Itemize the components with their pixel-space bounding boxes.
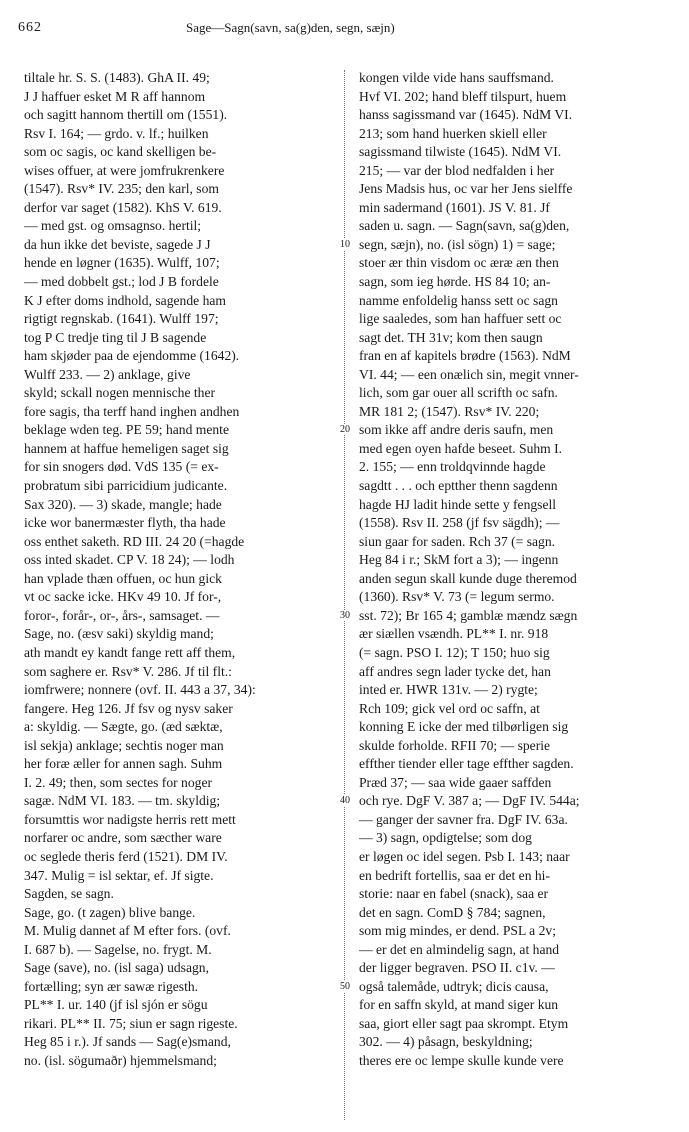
line-number-marker: 20: [340, 424, 350, 436]
line-number-marker: 50: [340, 980, 350, 992]
right-column-line: det en sagn. ComD § 784; sagnen,: [359, 904, 546, 920]
left-column-line: Wulff 233. — 2) anklage, give: [24, 366, 191, 382]
left-column-line: vt oc sacke icke. HKv 49 10. Jf for-,: [24, 589, 222, 605]
right-column-line: saa, giort eller sagt paa skrompt. Etym: [359, 1015, 569, 1031]
right-column: [359, 69, 673, 1071]
right-column-line: sst. 72); Br 165 4; gamblæ mændz sægn: [359, 607, 578, 623]
right-column-line: der ligger begraven. PSO II. c1v. —: [359, 960, 555, 976]
left-column-line: K J efter doms indhold, sagende ham: [24, 292, 226, 308]
left-column-line: probratum sibi parricidium judicante.: [24, 478, 228, 494]
left-column-line: tiltale hr. S. S. (1483). GhA II. 49;: [24, 70, 210, 85]
page-number: 662: [18, 20, 42, 35]
left-column-line: J J haffuer esket M R aff hannom: [24, 88, 206, 104]
left-column-line: foror-, forår-, or-, års-, samsaget. —: [24, 607, 220, 623]
left-column-line: som saghere er. Rsv* V. 286. Jf til flt.:: [24, 663, 232, 679]
line-number-marker: 10: [340, 238, 350, 250]
right-column-line: — 3) sagn, opdigtelse; som dog: [359, 830, 532, 846]
left-column-line: forsumttis wor nadigste herris rett mett: [24, 811, 236, 827]
right-column-line: også talemåde, udtryk; dicis causa,: [359, 978, 549, 994]
left-column: [24, 69, 337, 1071]
left-column-line: da hun ikke det beviste, sagede J J: [24, 236, 211, 252]
right-column-line: er løgen oc idel segen. Psb I. 143; naar: [359, 848, 570, 864]
right-column-line: theres ere oc lempe skulle kunde vere: [359, 1052, 564, 1068]
right-column-line: Jens Madsis hus, oc var her Jens sielffe: [359, 181, 573, 197]
right-column-line: 2. 155; — enn troldqvinnde hagde: [359, 459, 546, 475]
left-column-line: Sage, no. (æsv saki) skyldig mand;: [24, 626, 214, 642]
right-column-line: saden u. sagn. — Sagn(savn, sa(g)den,: [359, 218, 570, 234]
left-column-line: tog P C tredje ting til J B sagende: [24, 329, 207, 345]
left-column-line: fore sagis, tha terff hand inghen andhen: [24, 403, 240, 419]
left-column-line: beklage wden teg. PE 59; hand mente: [24, 422, 229, 438]
left-column-line: Sagden, se sagn.: [24, 886, 114, 902]
left-column-line: rigtigt regnskab. (1641). Wulff 197;: [24, 311, 219, 327]
right-column-line: sagt det. TH 31v; kom then saugn: [359, 329, 543, 345]
right-column-line: segn, sæjn), no. (isl sögn) 1) = sage;: [359, 236, 556, 252]
right-column-line: sagn, som ieg hørde. HS 84 10; an-: [359, 274, 551, 290]
column-divider: [344, 70, 345, 1120]
left-column-line: isl sekja) anklage; sechtis noger man: [24, 737, 224, 753]
left-column-line: skyld; sckall nogen mennische ther: [24, 385, 216, 401]
right-column-line: siun gaar for saden. Rch 37 (= sagn.: [359, 533, 556, 549]
left-column-line: (1547). Rsv* IV. 235; den karl, som: [24, 181, 219, 197]
right-column-line: och rye. DgF V. 387 a; — DgF IV. 544a;: [359, 793, 580, 809]
left-column-line: oss enthet saketh. RD III. 24 20 (=hagde: [24, 533, 245, 549]
right-column-line: 302. — 4) påsagn, beskyldning;: [359, 1034, 533, 1050]
right-column-line: som mig mindes, er dend. PSL a 2v;: [359, 923, 556, 939]
right-column-line: storie: naar en fabel (snack), saa er: [359, 886, 549, 902]
left-column-line: och sagitt hannom thertill om (1551).: [24, 107, 228, 123]
left-column-line: icke wor banermæster flyth, tha hade: [24, 515, 226, 531]
left-column-line: her foræ æller for annen sagh. Suhm: [24, 756, 223, 772]
right-column-line: — ganger der savner fra. DgF IV. 63a.: [359, 811, 568, 827]
left-column-line: han vplade thæn offuen, oc hun gick: [24, 570, 222, 586]
right-column-line: hagde HJ ladit hinde sette y fengsell: [359, 496, 557, 512]
right-column-line: (1360). Rsv* V. 73 (= legum sermo.: [359, 589, 555, 605]
left-column-line: ath mandt ey kandt fange rett aff them,: [24, 644, 236, 660]
right-column-line: namme enfoldelig hanss sett oc sagn: [359, 292, 558, 308]
right-column-line: sagissmand tilwiste (1645). NdM VI.: [359, 144, 562, 160]
line-number-marker: 30: [340, 609, 350, 621]
right-column-line: lige saaledes, som han haffuer sett oc: [359, 311, 562, 327]
left-column-line: norfarer oc andre, som sæcther ware: [24, 830, 222, 846]
left-column-line: derfor var saget (1582). KhS V. 619.: [24, 199, 222, 215]
right-column-line: ær siællen vsændh. PL** I. nr. 918: [359, 626, 549, 642]
right-column-line: inted er. HWR 131v. — 2) rygte;: [359, 682, 538, 698]
left-column-line: 347. Mulig = isl sektar, ef. Jf sigte.: [24, 867, 214, 883]
right-column-line: VI. 44; — een onælich sin, megit vnner-: [359, 366, 579, 382]
left-column-line: PL** I. ur. 140 (jf isl sjón er sögu: [24, 997, 208, 1013]
left-column-line: M. Mulig dannet af M efter fors. (ovf.: [24, 923, 231, 939]
right-column-line: aff andres segn lader tycke det, han: [359, 663, 551, 679]
left-column-line: I. 2. 49; then, som sectes for noger: [24, 774, 213, 790]
right-column-line: Rch 109; gick vel ord oc saffn, at: [359, 700, 540, 716]
left-column-line: — med gst. og omsagnso. hertil;: [24, 218, 202, 234]
right-column-line: fran en af kapitels brødre (1563). NdM: [359, 348, 571, 364]
right-column-line: Præd 37; — saa wide gaaer saffden: [359, 774, 552, 790]
right-column-line: hanss sagissmand var (1645). NdM VI.: [359, 107, 573, 123]
left-column-line: fortælling; syn ær sawæ rigesth.: [24, 978, 199, 994]
left-column-line: wises offuer, at were jomfrukrenkere: [24, 162, 225, 178]
right-column-line: Heg 84 i r.; SkM fort a 3); — ingenn: [359, 552, 559, 568]
left-column-line: a: skyldig. — Sægte, go. (æd sæktæ,: [24, 719, 223, 735]
left-column-line: Sax 320). — 3) skade, mangle; hade: [24, 496, 222, 512]
left-column-line: Sage (save), no. (isl saga) udsagn,: [24, 960, 209, 976]
right-column-line: 215; — var der blod nedfalden i her: [359, 162, 555, 178]
left-column-line: — med dobbelt gst.; lod J B fordele: [24, 274, 219, 290]
right-column-line: konning E icke der med tilbørligen sig: [359, 719, 569, 735]
right-column-line: for en saffn skyld, at mand siger kun: [359, 997, 559, 1013]
right-column-line: (1558). Rsv II. 258 (jf fsv sägdh); —: [359, 515, 560, 531]
running-title: Sage—Sagn(savn, sa(g)den, segn, sæjn): [186, 20, 395, 35]
right-column-line: — er det en almindelig sagn, at hand: [359, 941, 560, 957]
right-column-line: (= sagn. PSO I. 12); T 150; huo sig: [359, 644, 550, 660]
right-column-line: skulde forholde. RFII 70; — sperie: [359, 737, 551, 753]
right-column-line: min sadermand (1601). JS V. 81. Jf: [359, 199, 550, 215]
right-column-line: lich, som gar ouer all scrifth oc safn.: [359, 385, 558, 401]
line-number-marker: 40: [340, 795, 350, 807]
left-column-line: hende en løgner (1635). Wulff, 107;: [24, 255, 220, 271]
left-column-line: Heg 85 i r.). Jf sands — Sag(e)smand,: [24, 1034, 231, 1050]
right-column-line: sagdtt . . . och eptther thenn sagdenn: [359, 478, 558, 494]
page-header: [0, 0, 689, 40]
right-column-line: som ikke aff andre deris saufn, men: [359, 422, 554, 438]
right-column-line: MR 181 2; (1547). Rsv* IV. 220;: [359, 403, 540, 419]
left-column-line: Rsv I. 164; — grdo. v. lf.; huilken: [24, 125, 209, 141]
right-column-line: 213; som hand huerken skiell eller: [359, 125, 547, 141]
left-column-line: I. 687 b). — Sagelse, no. frygt. M.: [24, 941, 212, 957]
left-column-line: iomfrwere; nonnere (ovf. II. 443 a 37, 34):: [24, 682, 256, 698]
left-column-line: hannem at haffue hemeligen saget sig: [24, 440, 229, 456]
left-column-line: som oc sagis, oc kand skelligen be-: [24, 144, 217, 160]
left-column-line: sagæ. NdM VI. 183. — tm. skyldig;: [24, 793, 221, 809]
left-column-line: oss inted skadet. CP V. 18 24); — lodh: [24, 552, 235, 568]
left-column-line: no. (isl. sögumaðr) hjemmelsmand;: [24, 1052, 217, 1068]
right-column-line: kongen vilde vide hans sauffsmand.: [359, 70, 554, 85]
left-column-line: rikari. PL** II. 75; siun er sagn rigeste.: [24, 1015, 238, 1031]
left-column-line: Sage, go. (t zagen) blive bange.: [24, 904, 196, 920]
left-column-line: for sin snogers død. VdS 135 (= ex-: [24, 459, 219, 475]
right-column-line: effther tiender eller tage effther sagden.: [359, 756, 574, 772]
left-column-line: fangere. Heg 126. Jf fsv og nysv saker: [24, 700, 233, 716]
right-column-line: Hvf VI. 202; hand bleff tilspurt, huem: [359, 88, 567, 104]
right-column-line: med egen oyen hafde beseet. Suhm I.: [359, 440, 563, 456]
right-column-line: stoer ær thin visdom oc æræ æn then: [359, 255, 559, 271]
right-column-line: anden segun skall kunde duge theremod: [359, 570, 577, 586]
right-column-line: en bedrift fortellis, saa er det en hi-: [359, 867, 550, 883]
left-column-line: oc seglede theris ferd (1521). DM IV.: [24, 848, 228, 864]
left-column-line: ham skjøder paa de ejendomme (1642).: [24, 348, 240, 364]
